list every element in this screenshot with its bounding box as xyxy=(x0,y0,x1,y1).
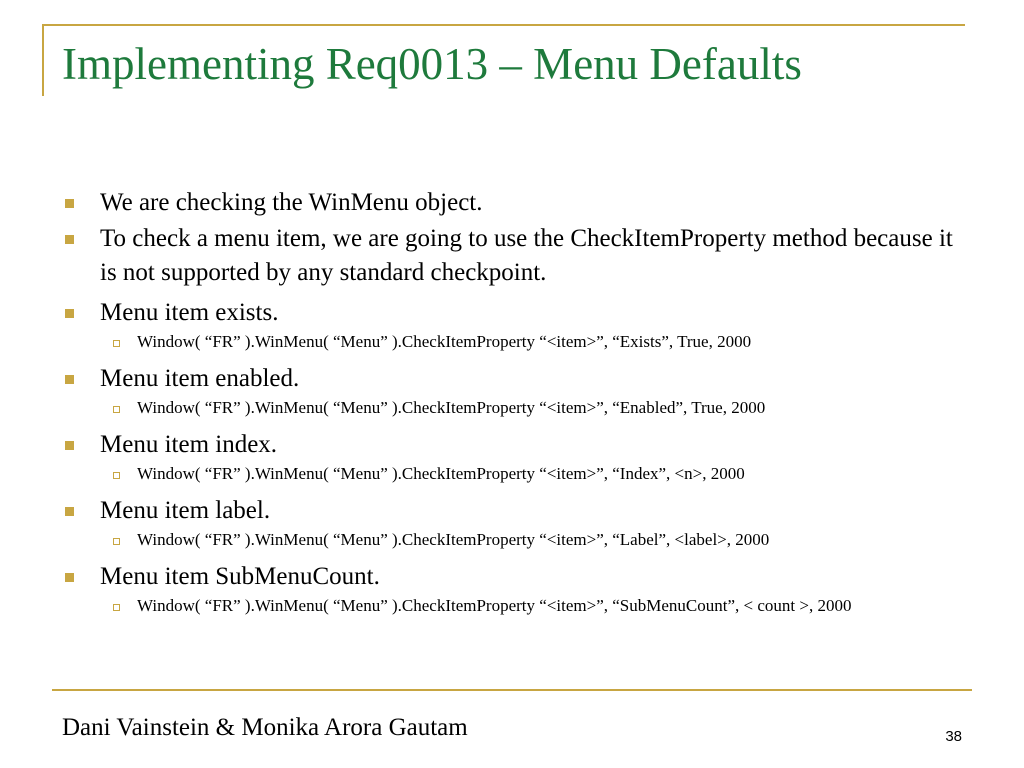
hollow-square-bullet-icon xyxy=(113,340,120,347)
hollow-square-bullet-icon xyxy=(113,472,120,479)
bullet-text: Menu item label. xyxy=(100,497,271,524)
bullet-item xyxy=(62,428,962,462)
slide-content xyxy=(62,186,962,618)
bullet-text: Menu item enabled. xyxy=(100,365,300,392)
bullet-item xyxy=(62,560,962,594)
bullet-text: To check a menu item, we are going to use the CheckItemProperty method because it is not supported by any standard checkpoint. xyxy=(100,225,953,286)
footer-authors: Dani Vainstein & Monika Arora Gautam xyxy=(62,714,468,741)
bullet-item xyxy=(62,362,962,396)
sub-bullet-item xyxy=(62,528,962,552)
square-bullet-icon xyxy=(65,235,74,244)
sub-bullet-item xyxy=(62,462,962,486)
bullet-text: Menu item SubMenuCount. xyxy=(100,563,380,590)
bullet-text: Menu item exists. xyxy=(100,299,279,326)
bullet-item xyxy=(62,494,962,528)
square-bullet-icon xyxy=(65,507,74,516)
sub-bullet-item xyxy=(62,396,962,420)
slide-title: Implementing Req0013 – Menu Defaults xyxy=(62,39,802,89)
square-bullet-icon xyxy=(65,199,74,208)
footer-rule xyxy=(52,689,972,691)
bullet-text: Menu item index. xyxy=(100,431,278,458)
bullet-item xyxy=(62,186,962,220)
hollow-square-bullet-icon xyxy=(113,406,120,413)
bullet-item xyxy=(62,222,962,290)
code-line: Window( “FR” ).WinMenu( “Menu” ).CheckItemProperty “<item>”, “SubMenuCount”, < count >, 2000 xyxy=(137,596,852,615)
code-line: Window( “FR” ).WinMenu( “Menu” ).CheckItemProperty “<item>”, “Index”, <n>, 2000 xyxy=(137,464,745,483)
square-bullet-icon xyxy=(65,309,74,318)
page-number: 38 xyxy=(945,728,962,745)
square-bullet-icon xyxy=(65,573,74,582)
frame-top-rule xyxy=(42,24,965,26)
code-line: Window( “FR” ).WinMenu( “Menu” ).CheckItemProperty “<item>”, “Label”, <label>, 2000 xyxy=(137,530,770,549)
bullet-text: We are checking the WinMenu object. xyxy=(100,189,483,216)
square-bullet-icon xyxy=(65,441,74,450)
hollow-square-bullet-icon xyxy=(113,604,120,611)
bullet-item xyxy=(62,296,962,330)
code-line: Window( “FR” ).WinMenu( “Menu” ).CheckItemProperty “<item>”, “Exists”, True, 2000 xyxy=(137,332,752,351)
frame-left-rule xyxy=(42,24,44,96)
code-line: Window( “FR” ).WinMenu( “Menu” ).CheckItemProperty “<item>”, “Enabled”, True, 2000 xyxy=(137,398,766,417)
sub-bullet-item xyxy=(62,594,927,618)
square-bullet-icon xyxy=(65,375,74,384)
hollow-square-bullet-icon xyxy=(113,538,120,545)
sub-bullet-item xyxy=(62,330,962,354)
